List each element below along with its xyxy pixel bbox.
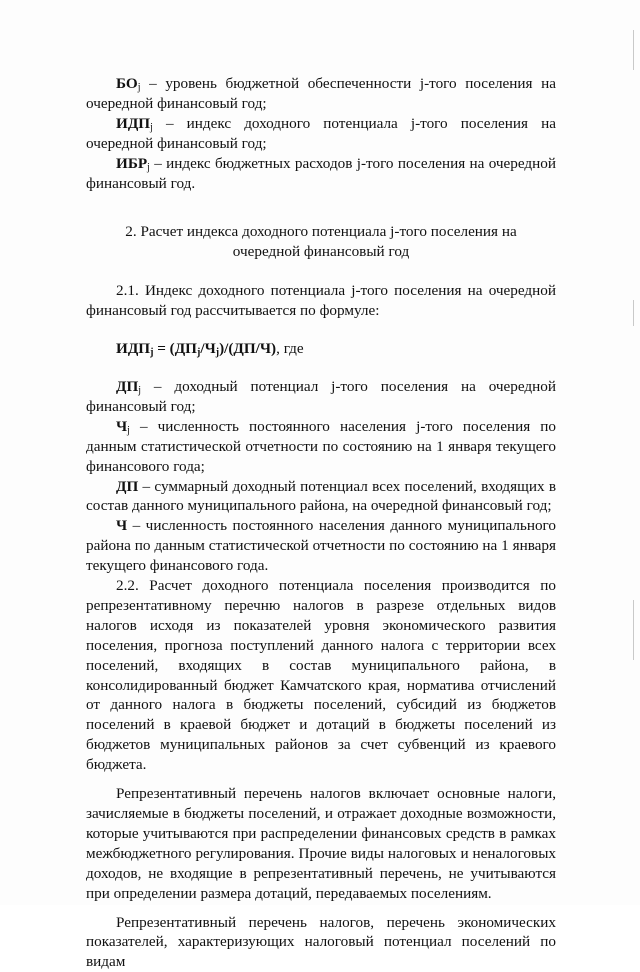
definition-idp — [86, 114, 556, 154]
paragraph-representative-1: Репрезентативный перечень налогов включает основные налоги, зачисляемые в бюджеты поселений, и отражает доходные возможности, которые учитываются при распределении финансовых средств в рамках межбюджетного регулирования. Прочие виды налоговых и неналоговых доходов, не входящие в репрезентативный перечень, не учитываются при определении размера дотаций, передаваемых поселениям. — [86, 785, 556, 902]
scan-edge-mark — [633, 600, 634, 660]
scan-edge-mark — [633, 300, 634, 326]
term: ИДП — [116, 114, 151, 132]
definition-bo — [86, 74, 556, 114]
term-subscript: j — [127, 424, 130, 436]
definition-text: – доходный потенциал j-того поселения на очередной финансовый год; — [86, 377, 556, 415]
section-heading: 2. Расчет индекса доходного потенциала j-того поселения на очередной финансовый год — [125, 223, 517, 261]
definition-dpj — [86, 377, 556, 417]
term-subscript: j — [147, 161, 150, 173]
definition-text: – суммарный доходный потенциал всех поселений, входящих в состав данного муниципального района, на очередной финансовый год; — [86, 477, 556, 515]
paragraph-2-2: 2.2. Расчет доходного потенциала поселения производится по репрезентативному перечню налогов в разрезе отдельных видов налогов исходя из показателей уровня экономического развития поселения, прогноза поступлений данного налога с территории всех поселений, входящих в состав муниципального района, в консолидированный бюджет Камчатского края, норматива отчислений от данного налога в бюджеты поселений, субсидий из бюджетов поселений в краевой бюджет и дотаций в бюджеты поселений из бюджетов муниципальных районов за счет субвенций из краевого бюджета. — [86, 577, 556, 774]
paragraph-2-1: 2.1. Индекс доходного потенциала j-того поселения на очередной финансовый год рассчитывается по формуле: — [86, 282, 556, 320]
definition-text: – численность постоянного населения данного муниципального района по данным статистической отчетности по состоянию на 1 января текущего финансового года. — [86, 517, 556, 575]
term: Ч — [116, 417, 128, 435]
definition-text: – индекс доходного потенциала j-того поселения на очередной финансовый год; — [86, 114, 556, 152]
term: ИБР — [116, 154, 148, 172]
term: БО — [116, 75, 138, 92]
term-subscript: j — [138, 384, 142, 396]
document-body — [86, 74, 556, 972]
formula-suffix: , где — [276, 340, 304, 358]
definition-text: – уровень бюджетной обеспеченности j-того поселения на очередной финансовый год; — [86, 75, 556, 112]
paragraph-representative-2: Репрезентативный перечень налогов, перечень экономических показателей, характеризующих налоговый потенциал поселений по видам — [86, 913, 556, 971]
definition-text: – численность постоянного населения j-того поселения по данным статистической отчетности по состоянию на 1 января текущего финансового года; — [86, 417, 556, 475]
definition-ch — [86, 516, 556, 576]
definition-chj — [86, 417, 556, 477]
term: ДП — [116, 377, 139, 395]
term-subscript: j — [137, 82, 141, 93]
definition-ibr — [86, 154, 556, 194]
term-subscript: j — [150, 121, 153, 133]
scan-edge-mark — [633, 30, 634, 70]
term: Ч — [116, 517, 128, 535]
formula-idp — [86, 339, 556, 359]
formula-expression: $ИДП_j = (ДП_j/Ч_j)/(ДП/Ч)$ — [116, 340, 277, 359]
definition-text: – индекс бюджетных расходов j-того поселения на очередной финансовый год. — [86, 154, 556, 192]
term: ДП — [116, 477, 139, 495]
definition-dp — [86, 477, 556, 517]
